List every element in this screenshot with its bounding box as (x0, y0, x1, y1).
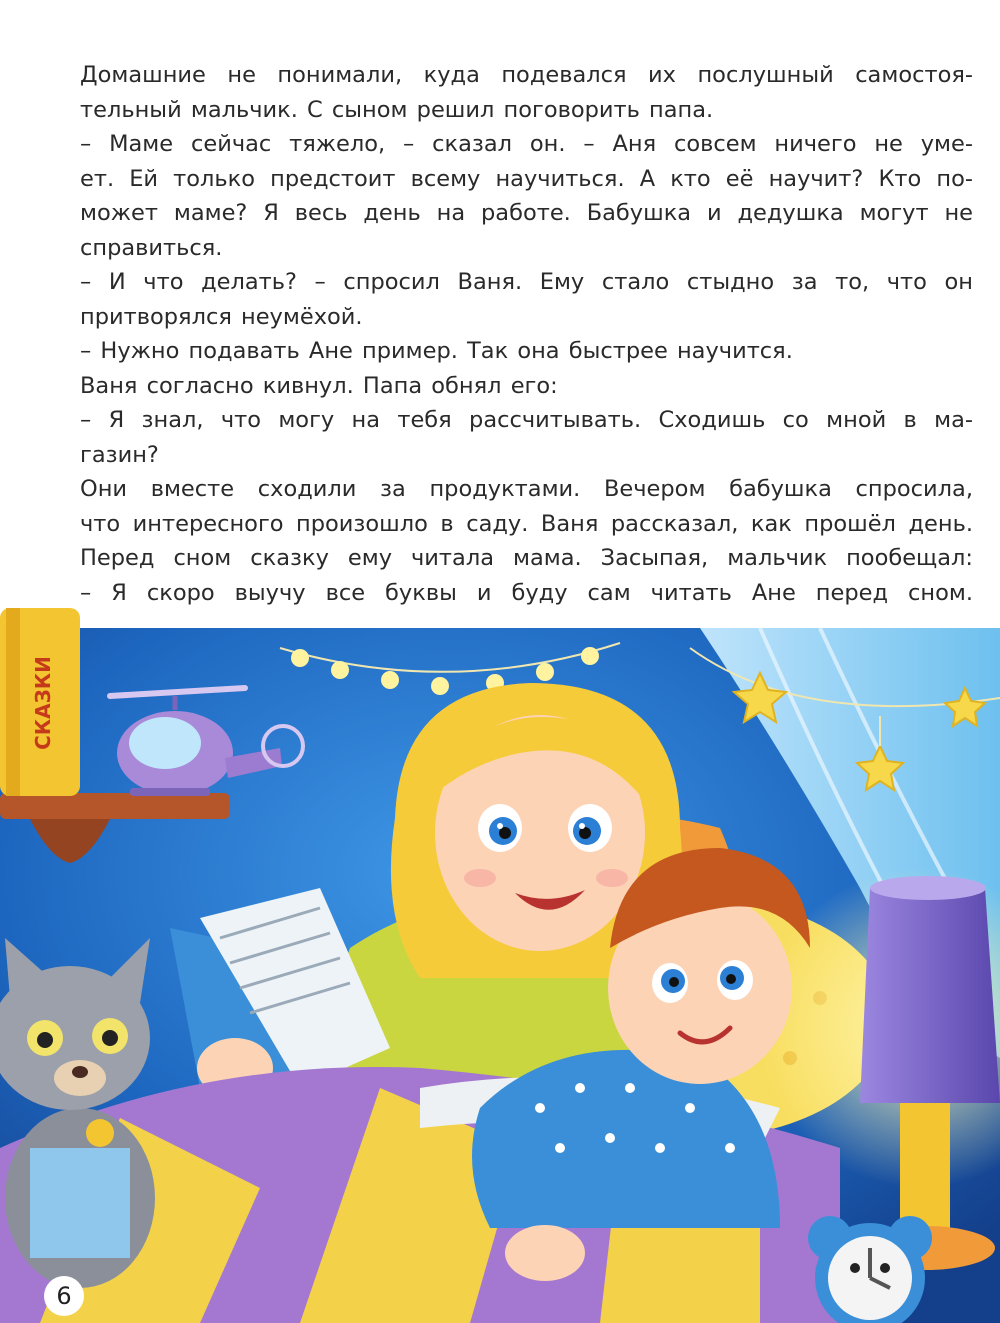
story-line-8: притворялся неумёхой. (80, 303, 363, 330)
toy-clock (808, 1216, 932, 1323)
story-line-6: справиться. (80, 234, 223, 261)
story-line-3: – Маме сейчас тяжело, – сказал он. – Аня совсем ничего не уме- (80, 131, 973, 157)
book-skazki (0, 608, 80, 796)
story-line-11: – Я знал, что могу на тебя рассчитывать. Сходишь со мной в ма- (80, 407, 973, 433)
story-line-5: может маме? Я весь день на работе. Бабушка и дедушка могут не (80, 200, 973, 226)
story-line-10: Ваня согласно кивнул. Папа обнял его: (80, 372, 558, 399)
bedtime-illustration (0, 588, 1000, 1323)
story-line-9: – Нужно подавать Ане пример. Так она быстрее научится. (80, 338, 793, 364)
story-line-12: газин? (80, 441, 159, 468)
story-line-1: Домашние не понимали, куда подевался их послушный самостоя- (80, 62, 973, 88)
story-line-7: – И что делать? – спросил Ваня. Ему стало стыдно за то, что он (80, 269, 973, 295)
story-line-4: ет. Ей только предстоит всему научиться. А кто её научит? Кто по- (80, 165, 973, 192)
story-line-15: Перед сном сказку ему читала мама. Засыпая, мальчик пообещал: (80, 545, 973, 571)
story-line-14: что интересного произошло в саду. Ваня рассказал, как прошёл день. (80, 510, 973, 537)
story-line-2: тельный мальчик. С сыном решил поговорить папа. (80, 96, 714, 123)
story-text (80, 58, 973, 610)
book-spine-text: СКАЗКИ (31, 656, 55, 750)
story-line-16: – Я скоро выучу все буквы и буду сам читать Ане перед сном. (80, 579, 973, 606)
page-number: 6 (44, 1276, 84, 1316)
shelf (0, 793, 230, 819)
story-line-13: Они вместе сходили за продуктами. Вечером бабушка спросила, (80, 476, 973, 502)
